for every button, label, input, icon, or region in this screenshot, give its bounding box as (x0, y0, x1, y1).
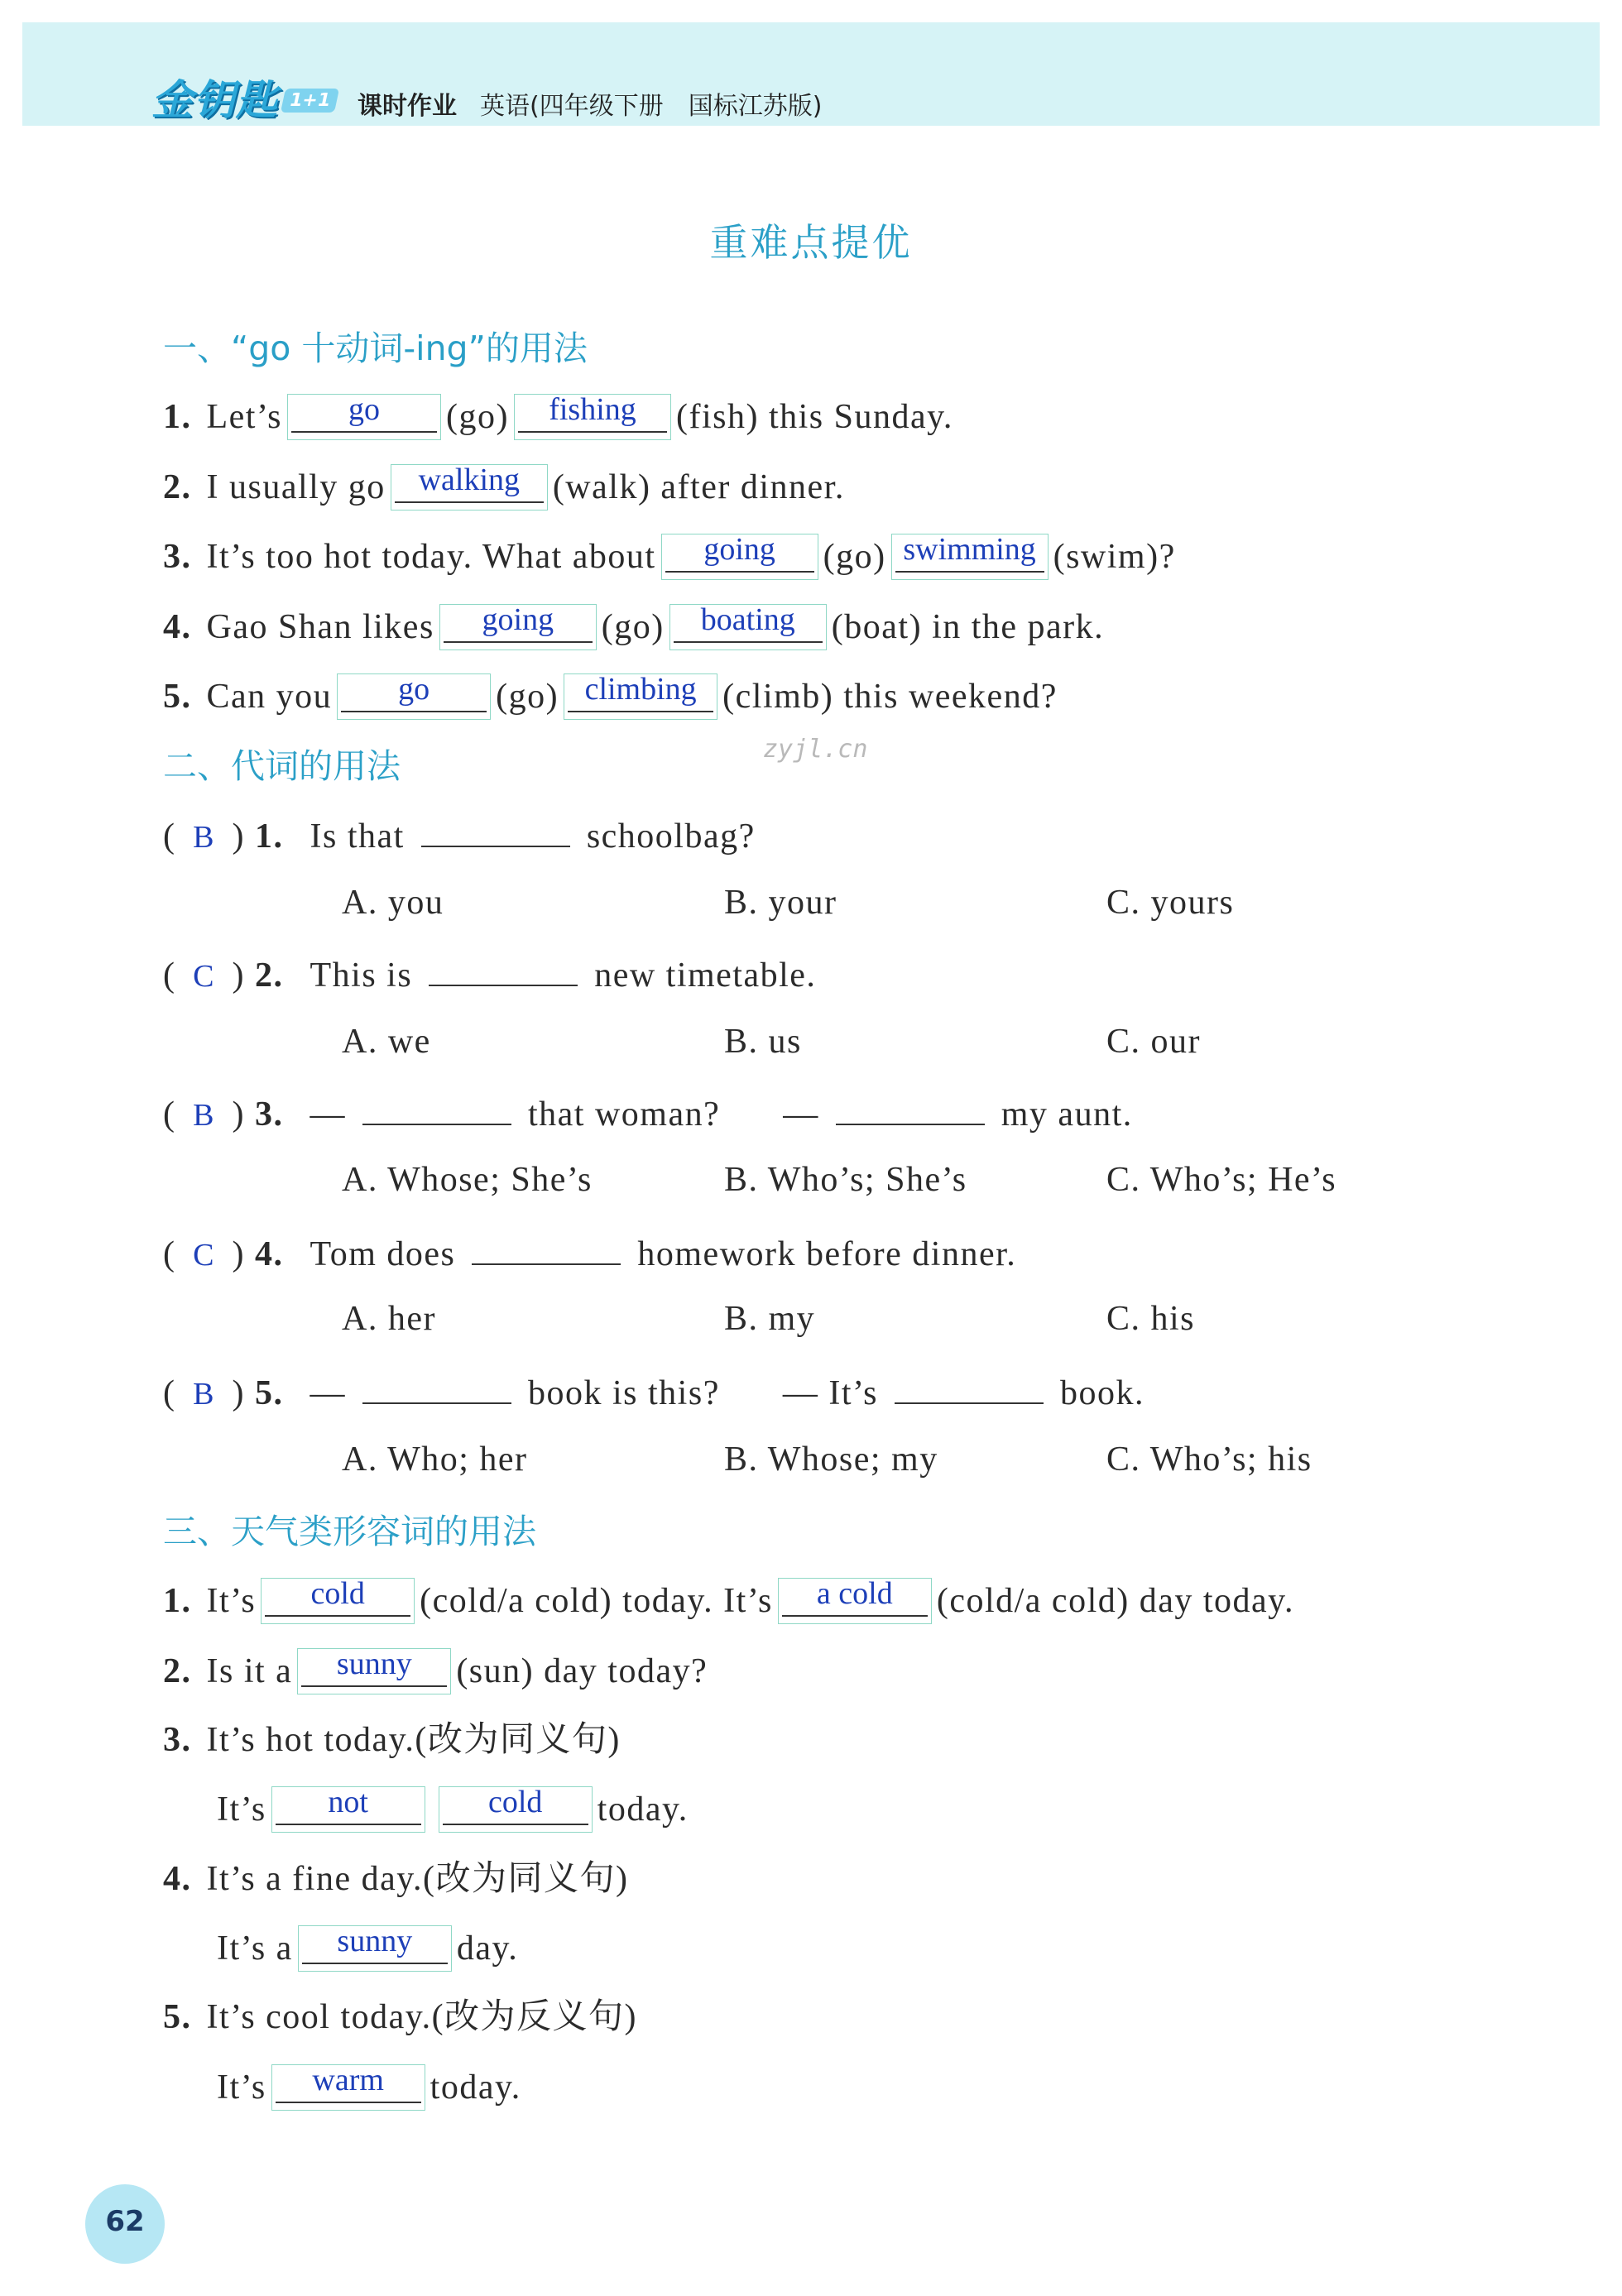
paren-open: ( (163, 1095, 176, 1134)
question-number: 5. (255, 1374, 284, 1412)
answer-blank[interactable] (261, 1578, 415, 1624)
brand-name: 金钥匙 (151, 76, 278, 124)
s3-question-3-answer (217, 1786, 689, 1833)
question-number: 4. (163, 1860, 192, 1898)
question-text: Is it a (206, 1652, 293, 1690)
s1-question-1 (163, 394, 953, 440)
question-text: It’s a (217, 1929, 293, 1968)
answer-mark: B (193, 1098, 215, 1133)
question-number: 5. (163, 678, 192, 716)
s3-question-4-stem (163, 1856, 629, 1902)
option-b[interactable]: B. my (724, 1300, 816, 1338)
answer-text: boating (700, 602, 795, 637)
question-text: Gao Shan likes (206, 608, 434, 646)
answer-blank[interactable] (669, 604, 827, 650)
paren-open: ( (163, 817, 176, 856)
fill-blank (429, 951, 578, 986)
paren-open: ( (163, 1374, 176, 1412)
option-c[interactable]: C. Who’s; He’s (1106, 1161, 1337, 1199)
answer-blank[interactable] (271, 2064, 425, 2111)
answer-mark: B (193, 1377, 215, 1412)
answer-mark: C (193, 1238, 215, 1273)
s1-question-5 (163, 673, 1058, 720)
s2-question-3 (163, 1090, 1133, 1137)
question-text: Tom does (310, 1235, 456, 1273)
hint-text: (cold/a cold) day today. (936, 1582, 1294, 1620)
paren-open: ( (163, 1235, 176, 1273)
s3-question-2 (163, 1648, 708, 1694)
question-number: 1. (163, 398, 192, 436)
question-text: It’s too hot today. What about (206, 538, 656, 576)
answer-blank[interactable] (337, 673, 491, 720)
answer-text: a cold (816, 1576, 893, 1611)
answer-blank[interactable] (778, 1578, 932, 1624)
s3-question-5-answer (217, 2064, 521, 2111)
fill-blank (362, 1369, 511, 1404)
question-text: day. (456, 1929, 519, 1968)
fill-blank (362, 1090, 511, 1125)
option-a[interactable]: A. her (342, 1300, 436, 1338)
question-number: 2. (163, 1652, 192, 1690)
option-b[interactable]: B. Who’s; She’s (724, 1161, 967, 1199)
brand-logo (151, 68, 337, 124)
question-text: It’s (217, 2068, 266, 2107)
question-number: 3. (163, 1721, 192, 1759)
answer-text: cold (487, 1785, 543, 1819)
answer-text: go (348, 392, 380, 427)
answer-blank[interactable] (439, 604, 597, 650)
answer-text: swimming (903, 532, 1036, 567)
question-text: my aunt. (1001, 1095, 1133, 1134)
question-text: today. (429, 2068, 521, 2107)
answer-mark: B (193, 820, 215, 855)
answer-text: sunny (337, 1924, 413, 1958)
paren-close: ) (232, 956, 245, 995)
question-text: — (310, 1374, 346, 1412)
option-a[interactable]: A. we (342, 1023, 431, 1061)
answer-text: fishing (549, 392, 636, 427)
hint-text: (climb) this weekend? (722, 678, 1058, 716)
s2-question-4 (163, 1230, 1016, 1277)
option-c[interactable]: C. his (1106, 1300, 1196, 1338)
option-a[interactable]: A. Who; her (342, 1440, 528, 1479)
answer-blank[interactable] (564, 673, 717, 720)
answer-mark: C (193, 959, 215, 994)
option-b[interactable]: B. Whose; my (724, 1440, 938, 1479)
s3-question-3-stem (163, 1717, 621, 1763)
question-text: Let’s (206, 398, 282, 436)
s2-question-2 (163, 951, 816, 998)
option-a[interactable]: A. you (342, 884, 444, 922)
paren-close: ) (232, 817, 245, 856)
s1-question-3 (163, 534, 1176, 580)
question-number: 5. (163, 1998, 192, 2036)
section-3-title: 三、天气类形容词的用法 (163, 1512, 536, 1551)
hint-text: (go) (445, 398, 509, 436)
answer-text: sunny (336, 1647, 412, 1681)
s1-question-2 (163, 464, 845, 510)
question-text: It’s (206, 1582, 257, 1620)
question-text: Can you (206, 678, 333, 716)
section-2-title: 二、代词的用法 (163, 746, 401, 786)
paren-close: ) (232, 1235, 245, 1273)
question-text: It’s hot today.(改为同义句) (206, 1721, 621, 1759)
fill-blank (472, 1230, 621, 1265)
hint-text: (go) (601, 608, 665, 646)
question-text: It’s cool today.(改为反义句) (206, 1998, 638, 2036)
question-text: — (310, 1095, 346, 1134)
question-number: 1. (255, 817, 284, 856)
answer-text: walking (418, 463, 521, 497)
s2-question-5 (163, 1369, 1145, 1416)
question-text: homework before dinner. (637, 1235, 1017, 1273)
option-b[interactable]: B. your (724, 884, 837, 922)
question-text: today. (597, 1790, 689, 1829)
answer-text: cold (310, 1576, 365, 1611)
hint-text: (swim)? (1053, 538, 1176, 576)
option-c[interactable]: C. our (1106, 1023, 1201, 1061)
question-text: Is that (310, 817, 405, 856)
section-1-title: 一、“go 十动词-ing”的用法 (163, 328, 588, 368)
question-text: This is (310, 956, 413, 995)
series-name: 课时作业 (358, 92, 457, 121)
hint-text: (go) (496, 678, 559, 716)
answer-blank[interactable] (514, 394, 671, 440)
question-number: 1. (163, 1582, 192, 1620)
option-c[interactable]: C. yours (1106, 884, 1235, 922)
answer-text: climbing (584, 672, 697, 707)
hint-text: (fish) this Sunday. (675, 398, 953, 436)
hint-text: (boat) in the park. (831, 608, 1105, 646)
option-c[interactable]: C. Who’s; his (1106, 1440, 1312, 1479)
paren-open: ( (163, 956, 176, 995)
question-text: It’s (217, 1790, 266, 1829)
option-b[interactable]: B. us (724, 1023, 802, 1061)
question-text: — It’s (782, 1374, 879, 1412)
paren-close: ) (232, 1095, 245, 1134)
question-text: book is this? (528, 1374, 720, 1412)
s2-question-1 (163, 812, 756, 859)
question-text: It’s a fine day.(改为同义句) (206, 1860, 629, 1898)
page-title: 重难点提优 (709, 220, 913, 265)
paren-close: ) (232, 1374, 245, 1412)
question-number: 2. (255, 956, 284, 995)
question-text: new timetable. (594, 956, 817, 995)
answer-text: go (398, 672, 430, 707)
question-number: 3. (255, 1095, 284, 1134)
s1-question-4 (163, 604, 1104, 650)
fill-blank (421, 812, 570, 847)
answer-text: going (703, 532, 775, 567)
question-number: 3. (163, 538, 192, 576)
subject-name: 英语(四年级下册 国标江苏版) (480, 92, 823, 121)
question-text: — (783, 1095, 819, 1134)
question-text: that woman? (528, 1095, 721, 1134)
answer-text: going (482, 602, 554, 637)
question-number: 4. (255, 1235, 284, 1273)
watermark: zyjl.cn (763, 735, 868, 764)
hint-text: (walk) after dinner. (552, 468, 845, 506)
hint-text: (sun) day today? (456, 1652, 708, 1690)
question-number: 2. (163, 468, 192, 506)
answer-blank[interactable] (891, 534, 1049, 580)
s3-question-4-answer (217, 1925, 518, 1972)
answer-blank[interactable] (287, 394, 441, 440)
option-a[interactable]: A. Whose; She’s (342, 1161, 593, 1199)
hint-text: (cold/a cold) today. It’s (420, 1582, 773, 1620)
answer-blank[interactable] (271, 1786, 425, 1833)
answer-blank[interactable] (391, 464, 548, 510)
s3-question-1 (163, 1578, 1294, 1624)
fill-blank (895, 1369, 1044, 1404)
s3-question-5-stem (163, 1994, 637, 2040)
header-info (358, 85, 822, 122)
answer-blank[interactable] (297, 1648, 451, 1694)
answer-blank[interactable] (439, 1786, 593, 1833)
fill-blank (836, 1090, 985, 1125)
page-number: 62 (105, 2205, 145, 2238)
answer-text: not (328, 1785, 368, 1819)
answer-blank[interactable] (661, 534, 818, 580)
question-number: 4. (163, 608, 192, 646)
brand-badge: 1+1 (281, 89, 339, 113)
question-text: schoolbag? (586, 817, 756, 856)
question-text: book. (1060, 1374, 1145, 1412)
hint-text: (go) (823, 538, 886, 576)
answer-blank[interactable] (298, 1925, 452, 1972)
answer-text: warm (312, 2063, 384, 2097)
question-text: I usually go (206, 468, 386, 506)
